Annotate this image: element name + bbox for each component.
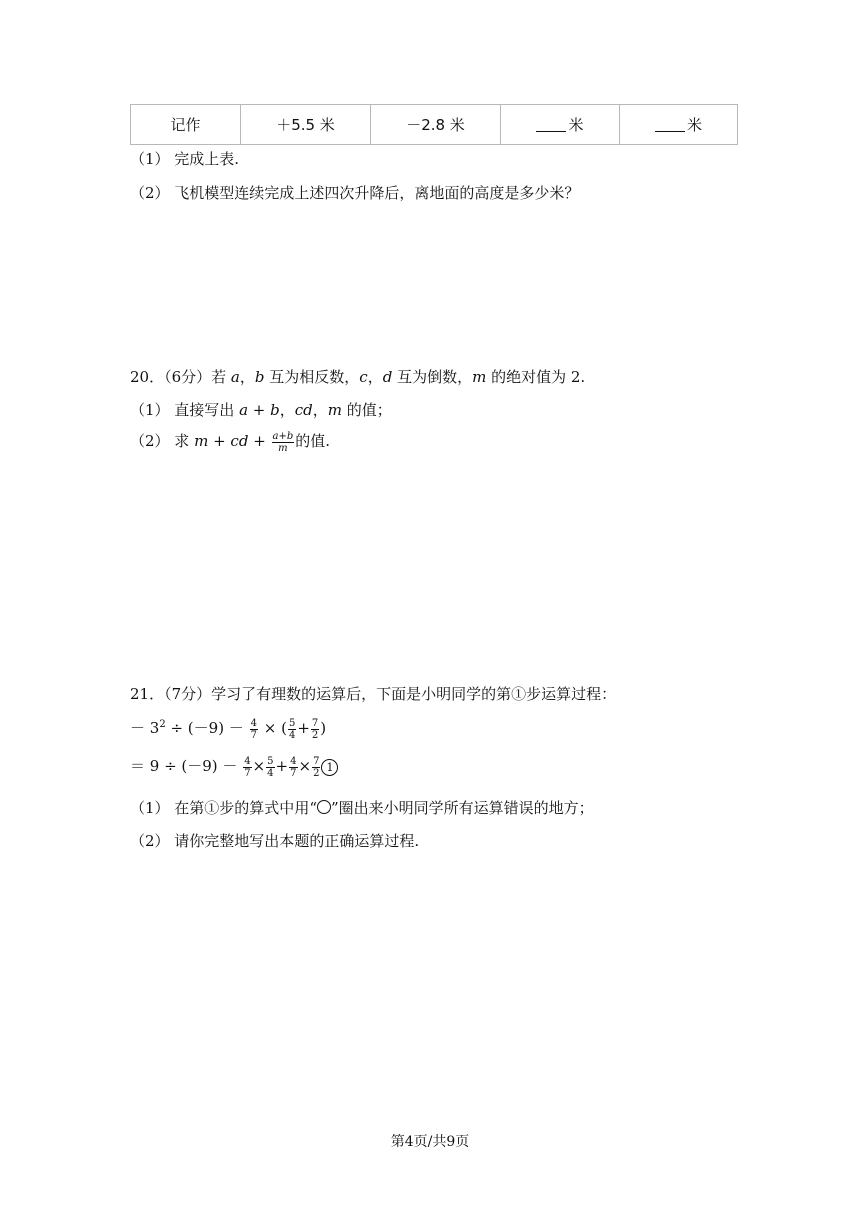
cell-1: ＋5.5 米 — [241, 105, 371, 145]
cell-2: －2.8 米 — [371, 105, 501, 145]
q19-part2: （2） 飞机模型连续完成上述四次升降后，离地面的高度是多少米？ — [130, 184, 580, 202]
cell-3: 米 — [501, 105, 620, 145]
answer-blank — [655, 117, 685, 132]
q19-part1: （1） 完成上表. — [130, 150, 240, 168]
circle-symbol-icon — [317, 800, 331, 814]
page-footer: 第4页/共9页 — [390, 1134, 470, 1150]
q20-part1: （1） 直接写出 a + b，cd，m 的值； — [130, 401, 392, 419]
q21-part1: （1） 在第①步的算式中用“ ”圈出来小明同学所有运算错误的地方； — [130, 799, 594, 817]
q20-stem: 20．（6分）若 a，b 互为相反数，c，d 互为倒数，m 的绝对值为 2. — [130, 368, 586, 386]
fraction: $\frac{a+b}{m}$ — [272, 430, 294, 454]
table-row — [131, 105, 738, 145]
step-number-circle: 1 — [321, 759, 338, 776]
answer-blank — [536, 117, 566, 132]
q21-part2: （2） 请你完整地写出本题的正确运算过程. — [130, 832, 420, 850]
row-label: 记作 — [131, 105, 241, 145]
cell-4: 米 — [620, 105, 738, 145]
q21-stem: 21．（7分）学习了有理数的运算后，下面是小明同学的第①步运算过程： — [130, 685, 617, 703]
q21-expression-line1: － $3^2 \div (-9)$ － $\frac{4}{7}$ × ( $\frac{5}{4}$ + $\frac{7}{2}$ ) — [130, 717, 327, 741]
q21-expression-line2: ＝ 9 ÷ (－9) － $\frac{4}{7}$ × $\frac{5}{4}$ + $\frac{4}{7}$ × $\frac{7}{2}$ 1 — [130, 755, 338, 779]
record-table — [130, 104, 738, 145]
q20-part2: （2） 求 m + cd + $\frac{a+b}{m}$ 的值. — [130, 430, 331, 454]
